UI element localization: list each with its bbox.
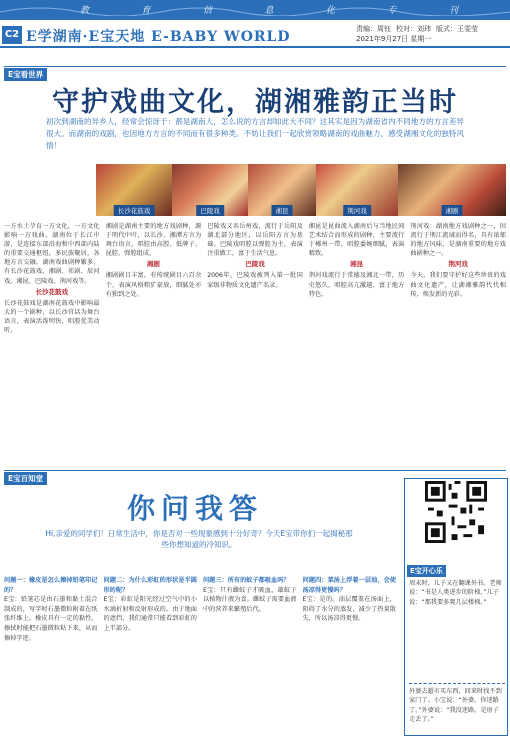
column-subhead: 湘剧 bbox=[146, 260, 160, 269]
proofreader-name: 校对：刘玮 bbox=[396, 25, 431, 33]
question: 问题一：橡皮是怎么擦掉铅笔印记的？ bbox=[4, 577, 98, 594]
qa-column bbox=[303, 576, 397, 736]
joke-text: 周末时，儿子又在翻课外书。老师说：“书是人类进步的阶梯。”儿子说：“那我要多爬几层楼梯。” bbox=[409, 580, 502, 606]
article-column: 湘剧是湖南主要的地方戏剧种，源于明代中叶，以长沙、湘潭方言为舞台语言，唱腔由高腔、低牌子、昆腔、弹腔组成。 湘剧 湘剧剧目丰富，有传统剧目六百余个，表演风格粗犷豪放，细腻处亦有独到之处。 bbox=[105, 223, 202, 298]
section-divider bbox=[4, 470, 506, 471]
article-body bbox=[4, 222, 506, 462]
article-column: 一方水土孕育一方文化，一方文化影响一方戏曲。湖南位于长江中游，是连接东部沿海和中西部内陆的重要交通枢纽，多民族聚居，各地方言交融。湖南戏曲剧种繁多，有长沙花鼓戏、湘剧、祁剧、辰河戏、湘昆、巴陵戏、荆河戏等。 长沙花鼓戏 长沙花鼓戏是湖南花鼓戏中影响最大的一个剧种，以长沙官话为舞台语言，表演活泼明快，唱腔优美动听。 bbox=[4, 223, 100, 335]
article-lead: 初次到湖南的异乡人，经常会惊讶于：都是湖南人，怎么说的方言却如此大不同？这其实是因为湖南省内不同地方的方言差异很大。而湖南的戏剧，也因地方方言的不同而有很多种类。不妨让我们一起欣赏领略湖南的戏曲魅力，感受湖湘文化的独特风情！ bbox=[46, 117, 464, 150]
qa-column bbox=[4, 576, 98, 736]
answer: E宝：只有雌蚊子才吸血，雄蚊子以植物汁液为食。雌蚊子需要血液中的营养来繁殖后代。 bbox=[203, 586, 297, 613]
joke-text: 外婆去超市买东西，回来时找不到家门了。小宝说：“外婆，你迷路了。”外婆说：“我没迷路，是房子走丢了。” bbox=[409, 688, 502, 724]
banner-slogan: 教 育 信 息 化 专 刊 bbox=[80, 6, 460, 16]
column-subhead: 湘昆 bbox=[350, 260, 364, 269]
qa-column bbox=[104, 576, 198, 736]
photo-baling bbox=[172, 164, 248, 216]
section-tag: E宝看世界 bbox=[4, 68, 47, 81]
photo-caption: 长沙花鼓戏 bbox=[114, 205, 155, 216]
photo-jinghe bbox=[316, 164, 398, 216]
qa-column bbox=[203, 576, 297, 736]
qa-body bbox=[4, 576, 396, 736]
article-column: 巴陵戏又名岳州戏，流行于岳阳及湖北部分地区，以岳阳方言为基础。巴陵戏唱腔以弹腔为主，表演注重做工，富于生活气息。 巴陵戏 2006年，巴陵戏被列入第一批国家级非物质文化遗产名录。 bbox=[207, 223, 303, 289]
question: 问题二：为什么彩虹的形状是半圆形的呢？ bbox=[103, 577, 197, 594]
top-banner bbox=[0, 0, 510, 20]
section-tag: E宝百知堂 bbox=[4, 472, 47, 485]
answer: E宝：是的。油层覆盖在汤面上，阻碍了水分的蒸发，减少了热量散失，所以汤凉得更慢。 bbox=[302, 596, 396, 623]
question: 问题四：菜汤上浮着一层油，会使汤凉得更慢吗？ bbox=[302, 577, 396, 594]
article-column: 荆河戏：湖南地方戏剧种之一，因流行于荆江流域而得名，具有浓郁的地方风味，是湖南重要的地方戏曲剧种之一。 荆河戏 今天，我们要守护好这些珍贵的戏曲文化遗产，让湖湘雅韵代代相传，焕发新的光彩。 bbox=[410, 223, 506, 298]
section-rule bbox=[4, 66, 506, 67]
page-number: C2 bbox=[2, 26, 22, 44]
photo-xiangkun bbox=[248, 164, 316, 216]
answer: E宝：铅笔芯是由石墨和黏土混合制成的，写字时石墨微粒附着在纸张纤维上。橡皮具有一定的黏性，擦拭时能把石墨微粒粘下来，从而擦掉字迹。 bbox=[4, 596, 98, 642]
editor-name: 责编：周钰 bbox=[356, 25, 391, 33]
editor-meta bbox=[356, 24, 506, 44]
page-header bbox=[0, 22, 510, 48]
qa-title: 你问我答 bbox=[126, 492, 263, 525]
answer: E宝：彩虹是阳光经过空气中的小水滴折射和反射形成的。由于地面的遮挡，我们通常只能看到彩虹的上半部分。 bbox=[103, 596, 197, 632]
photo-xiangju bbox=[398, 164, 506, 216]
qa-lead: Hi,亲爱的同学们！日常生活中，你是否对一些现象感到十分好奇？今天E宝带你们一起揭秘那些你想知道的冷知识。 bbox=[45, 529, 353, 549]
joke-divider bbox=[409, 683, 505, 684]
photo-caption: 巴陵戏 bbox=[196, 205, 224, 216]
layout-name: 版式：王雯莹 bbox=[436, 25, 478, 33]
side-box bbox=[404, 478, 508, 736]
article-column: 湘昆是昆曲流入湖南后与当地民间艺术结合而形成的剧种，主要流行于郴州一带，唱腔委婉细腻，表演精致。 湘昆 荆河戏流行于常德及湘北一带，历史悠久，唱腔高亢激越，富于地方特色。 bbox=[308, 223, 405, 298]
photo-caption: 湘昆 bbox=[272, 205, 293, 216]
column-subhead: 长沙花鼓戏 bbox=[35, 287, 69, 296]
photo-changsha-huagu bbox=[96, 164, 172, 216]
qr-code-icon[interactable] bbox=[425, 481, 487, 543]
column-subhead: 巴陵戏 bbox=[245, 260, 265, 269]
article-headline: 守护戏曲文化，湖湘雅韵正当时 bbox=[52, 87, 458, 118]
photo-caption: 荆河戏 bbox=[343, 205, 371, 216]
issue-date: 2021年9月27日 星期一 bbox=[356, 35, 432, 43]
section-title: E学湖南·E宝天地 E-BABY WORLD bbox=[26, 29, 291, 45]
column-subhead: 荆河戏 bbox=[448, 260, 468, 269]
photo-caption: 湘剧 bbox=[442, 205, 463, 216]
opera-photo-strip bbox=[96, 164, 506, 216]
sidebox-tag: E宝开心乐 bbox=[407, 565, 446, 577]
question: 问题三：所有的蚊子都吸血吗？ bbox=[203, 577, 290, 584]
